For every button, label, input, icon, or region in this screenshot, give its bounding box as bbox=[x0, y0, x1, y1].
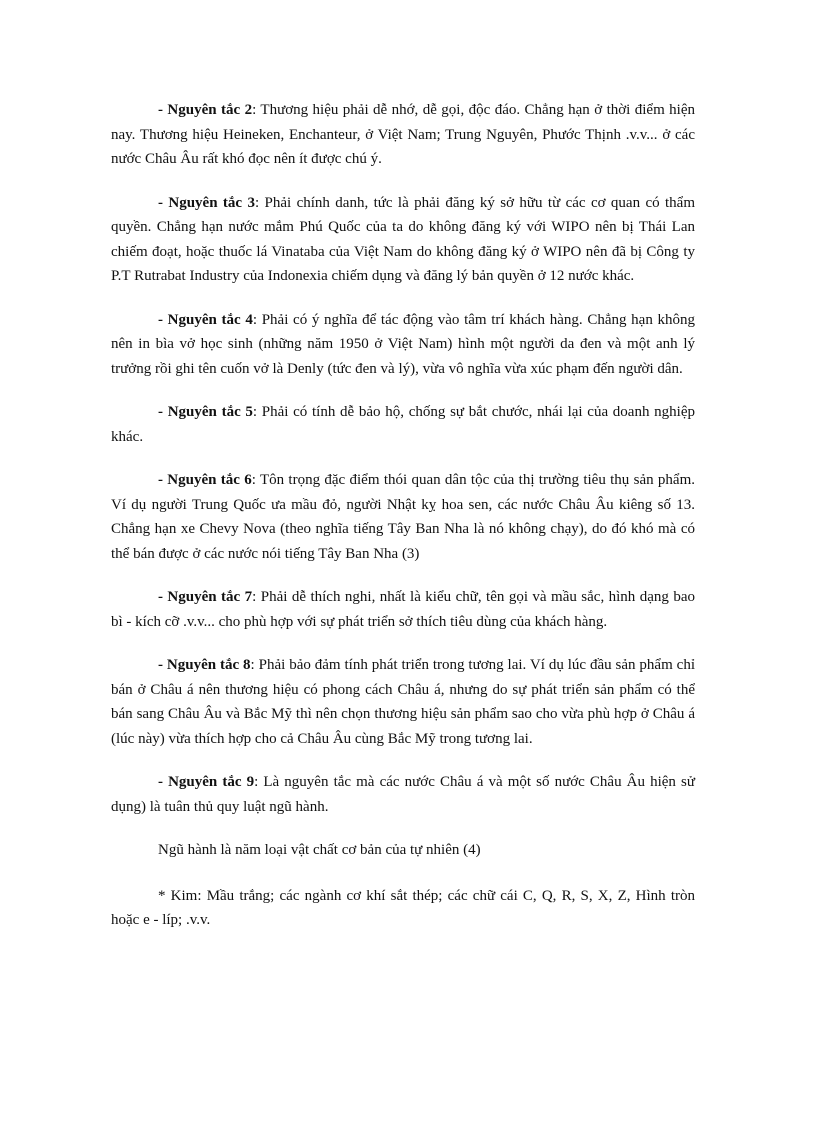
principle-heading: - Nguyên tắc 6 bbox=[158, 472, 252, 488]
principle-text: : Phải có tính dễ bảo hộ, chống sự bắt chước, nhái lại của doanh nghiệp khác. bbox=[111, 404, 695, 445]
paragraph-metal-element: * Kim: Mầu trắng; các ngành cơ khí sắt thép; các chữ cái C, Q, R, S, X, Z, Hình tròn hoặc e - líp; .v.v. bbox=[111, 887, 695, 928]
principle-text: : Tôn trọng đặc điểm thói quan dân tộc của thị trường tiêu thụ sản phẩm. Ví dụ người Trung Quốc ưa mầu đỏ, người Nhật kỵ hoa sen, các nước Châu Âu kiêng số 13. Chẳng hạn xe Chevy Nova (theo nghĩa tiếng Tây Ban Nha là nó không chạy), do đó khó mà có thể bán được ở các nước nói tiếng Tây Ban Nha (3) bbox=[111, 472, 695, 562]
principle-text: : Phải bảo đảm tính phát triển trong tương lai. Ví dụ lúc đầu sản phẩm chỉ bán ở Châu á nên thương hiệu có phong cách Châu á, nhưng do sự phát triển sản phẩm có thể bán sang Châu Âu và Bắc Mỹ thì nên chọn thương hiệu sản phẩm sao cho vừa phù hợp ở Châu á (lúc này) vừa thích hợp cho cả Châu Âu cùng Bắc Mỹ trong tương lai. bbox=[111, 657, 695, 747]
principle-text: : Phải chính danh, tức là phải đăng ký sở hữu từ các cơ quan có thẩm quyền. Chẳng hạn nước mắm Phú Quốc của ta do không đăng ký với WIPO nên bị Thái Lan chiếm đoạt, hoặc thuốc lá Vinataba của Việt Nam do không đăng ký ở WIPO nên đã bị Công ty P.T Rutrabat Industry của Indonexia chiếm dụng và đăng lý bản quyền ở 12 nước khác. bbox=[111, 194, 696, 284]
paragraph-principle-5 bbox=[111, 400, 695, 449]
document-page bbox=[111, 98, 695, 954]
principle-text: : Phải có ý nghĩa để tác động vào tâm trí khách hàng. Chẳng hạn không nên in bìa vở học sinh (những năm 1950 ở Việt Nam) hình một người da đen và một anh lý trưởng rồi ghi tên cuốn vở là Denly (tức đen và lý), vừa vô nghĩa vừa xúc phạm đến người dân. bbox=[111, 311, 695, 377]
principle-heading: - Nguyên tắc 3 bbox=[158, 194, 255, 211]
principle-text: : Phải dễ thích nghi, nhất là kiểu chữ, tên gọi và mầu sắc, hình dạng bao bì - kích cỡ .v.v... cho phù hợp với sự phát triển sở thích tiêu dùng của khách hàng. bbox=[111, 589, 695, 630]
principle-text: : Thương hiệu phải dễ nhớ, dễ gọi, độc đáo. Chẳng hạn ở thời điểm hiện nay. Thương hiệu Heineken, Enchanteur, ở Việt Nam; Trung Nguyên, Phước Thịnh .v.v... ở các nước Châu Âu rất khó đọc nên ít được chú ý. bbox=[111, 102, 695, 167]
paragraph-principle-8 bbox=[111, 653, 695, 751]
paragraph-principle-3 bbox=[111, 191, 695, 289]
principle-heading: - Nguyên tắc 5 bbox=[158, 404, 253, 420]
paragraph-principle-7 bbox=[111, 585, 695, 634]
paragraph-principle-9 bbox=[111, 770, 695, 819]
paragraph-principle-6 bbox=[111, 468, 695, 566]
principle-heading: - Nguyên tắc 9 bbox=[158, 774, 255, 790]
paragraph-principle-4 bbox=[111, 308, 695, 382]
principle-heading: - Nguyên tắc 7 bbox=[158, 589, 253, 605]
paragraph-principle-2 bbox=[111, 98, 695, 172]
paragraph-five-elements: Ngũ hành là năm loại vật chất cơ bản của tự nhiên (4) bbox=[158, 842, 481, 858]
principle-heading: - Nguyên tắc 2 bbox=[158, 102, 253, 118]
principle-heading: - Nguyên tắc 8 bbox=[158, 657, 251, 673]
principle-heading: - Nguyên tắc 4 bbox=[158, 311, 253, 328]
principle-text: : Là nguyên tắc mà các nước Châu á và một số nước Châu Âu hiện sử dụng) là tuân thủ quy luật ngũ hành. bbox=[111, 774, 695, 815]
